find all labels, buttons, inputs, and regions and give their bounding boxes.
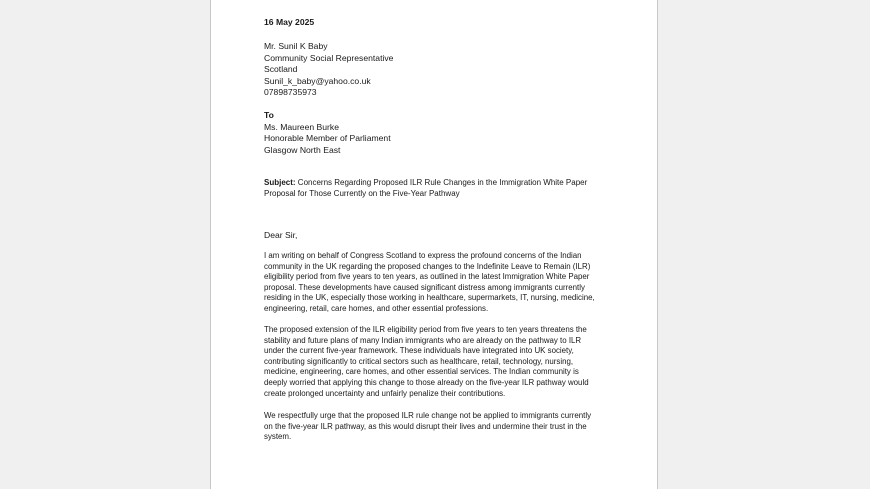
subject-line-1 <box>264 178 587 189</box>
paragraph-line: I am writing on behalf of Congress Scotland to express the profound concerns of the Indian <box>264 251 582 260</box>
paragraph-line: community in the UK regarding the proposed changes to the Indefinite Leave to Remain (ILR) <box>264 261 591 271</box>
paragraph-line: deeply worried that applying this change to those already on the five-year ILR pathway would <box>264 377 589 387</box>
recipient-name: Ms. Maureen Burke <box>264 121 339 132</box>
paragraph-line: medicine, engineering, care homes, and other essential services. The Indian community is <box>264 367 579 377</box>
recipient-title: Honorable Member of Parliament <box>264 133 391 143</box>
sender-title: Community Social Representative <box>264 52 394 63</box>
paragraph-line: engineering, retail, care homes, and other essential professions. <box>264 303 489 313</box>
sender-email: Sunil_k_baby@yahoo.co.uk <box>264 75 371 86</box>
letter-date: 16 May 2025 <box>264 17 315 27</box>
paragraph-line: proposal. These developments have caused significant distress among immigrants currently <box>264 282 585 292</box>
subject-label: Subject: <box>264 178 296 187</box>
paragraph-line: eligibility period from five years to ten years, as outlined in the latest Immigration White Paper <box>264 272 590 282</box>
paragraph-line: create prolonged uncertainty and unfairly penalize their contributions. <box>264 388 506 398</box>
sender-name: Mr. Sunil K Baby <box>264 41 328 51</box>
subject-text-1: Concerns Regarding Proposed ILR Rule Changes in the Immigration White Paper <box>297 178 588 187</box>
sender-phone: 07898735973 <box>264 87 317 97</box>
paragraph-line: under the current five-year framework. These individuals have integrated into UK society, <box>264 346 574 356</box>
paragraph-line: on the five-year ILR pathway, as this would disrupt their lives and undermine their trust in the <box>264 421 587 431</box>
body-paragraph-2 <box>264 325 609 399</box>
paragraph-line: We respectfully urge that the proposed ILR rule change not be applied to immigrants currently <box>264 411 592 420</box>
recipient-to-label: To <box>264 110 274 120</box>
salutation: Dear Sir, <box>264 230 298 240</box>
body-paragraph-3 <box>264 411 609 443</box>
paragraph-line: contributing significantly to critical sectors such as healthcare, retail, technology, nursing, <box>264 356 574 366</box>
body-paragraph-1 <box>264 251 609 315</box>
recipient-constituency: Glasgow North East <box>264 144 341 155</box>
sender-region: Scotland <box>264 64 298 74</box>
letter-page <box>210 0 658 489</box>
paragraph-line: residing in the UK, especially those working in healthcare, supermarkets, IT, nursing, medicine, <box>264 293 595 303</box>
paragraph-line: The proposed extension of the ILR eligibility period from five years to ten years threatens the <box>264 325 587 334</box>
paragraph-line: system. <box>264 432 292 442</box>
subject-line-2: Proposal for Those Currently on the Five-Year Pathway <box>264 188 460 198</box>
paragraph-line: stability and future plans of many Indian immigrants who are already on the pathway to ILR <box>264 335 582 345</box>
